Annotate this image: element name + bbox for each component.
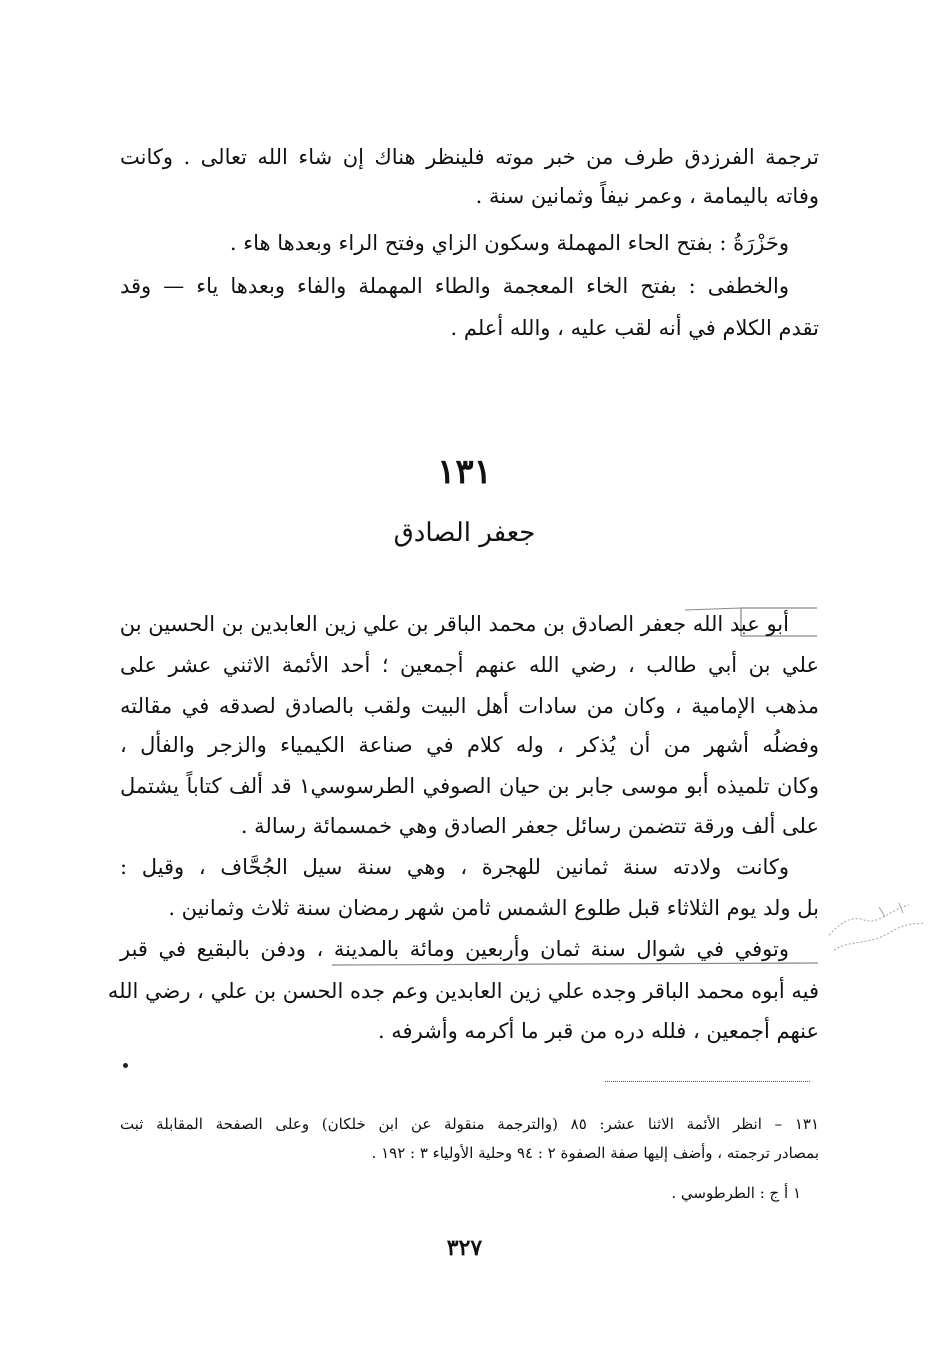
body-line-5: وكان تلميذه أبو موسى جابر بن حيان الصوفي الطرسوسي١ قد ألف كتاباً يشتمل	[120, 774, 819, 798]
entry-title: جعفر الصادق	[393, 518, 536, 548]
page-number: ٣٢٧	[446, 1235, 483, 1261]
body-line-10: فيه أبوه محمد الباقر وجده علي زين العابدين وعم جده الحسن بن علي ، رضي الله	[107, 979, 819, 1003]
bullet-mark	[123, 1063, 128, 1068]
entry-number: ١٣١	[437, 452, 492, 492]
top-line-3: وحَزْرَةُ : بفتح الحاء المهملة وسكون الزاي وفتح الراء وبعدها هاء .	[229, 231, 789, 255]
margin-pencil-note-mark	[819, 895, 929, 965]
body-line-11: عنهم أجمعين ، فلله دره من قبر ما أكرمه وأشرفه .	[377, 1019, 819, 1043]
body-line-1: أبو عبد الله جعفر الصادق بن محمد الباقر بن علي زين العابدين بن الحسين بن	[119, 612, 789, 636]
top-line-2: وفاته باليمامة ، وعمر نيفاً وثمانين سنة .	[475, 184, 819, 208]
footnote-1-line-1: ١٣١ – انظر الأئمة الاثنا عشر: ٨٥ (والترجمة منقولة عن ابن خلكان) وعلى الصفحة المقابلة ثبت	[120, 1115, 819, 1133]
body-line-4: وفضلُه أشهر من أن يُذكر ، وله كلام في صناعة الكيمياء والزجر والفأل ،	[120, 733, 819, 757]
footnote-separator	[605, 1081, 810, 1082]
footnote-1-line-2: بمصادر ترجمته ، وأضف إليها صفة الصفوة ٢ : ٩٤ وحلية الأولياء ٣ : ١٩٢ .	[371, 1144, 819, 1162]
footnote-2: ١ أ ج : الطرطوسي .	[671, 1184, 801, 1202]
body-line-8: بل ولد يوم الثلاثاء قبل طلوع الشمس ثامن شهر رمضان سنة ثلاث وثمانين .	[168, 896, 819, 920]
body-line-6: على ألف ورقة تتضمن رسائل جعفر الصادق وهي خمسمائة رسالة .	[240, 814, 819, 838]
pencil-underline-mark	[330, 960, 820, 968]
top-line-1: ترجمة الفرزدق طرف من خبر موته فلينظر هناك إن شاء الله تعالى . وكانت	[120, 145, 819, 169]
body-line-3: مذهب الإمامية ، وكان من سادات أهل البيت ولقب بالصادق لصدقه في مقالته	[120, 694, 819, 718]
body-line-7: وكانت ولادته سنة ثمانين للهجرة ، وهي سنة سيل الجُحَّاف ، وقيل :	[120, 855, 789, 879]
body-line-2: علي بن أبي طالب ، رضي الله عنهم أجمعين ؛ أحد الأئمة الاثني عشر على	[120, 653, 819, 677]
top-line-4: والخطفى : بفتح الخاء المعجمة والطاء المهملة والفاء وبعدها ياء — وقد	[120, 274, 789, 298]
body-line-9: وتوفي في شوال سنة ثمان وأربعين ومائة بالمدينة ، ودفن بالبقيع في قبر	[120, 937, 789, 961]
top-line-5: تقدم الكلام في أنه لقب عليه ، والله أعلم .	[450, 316, 819, 340]
